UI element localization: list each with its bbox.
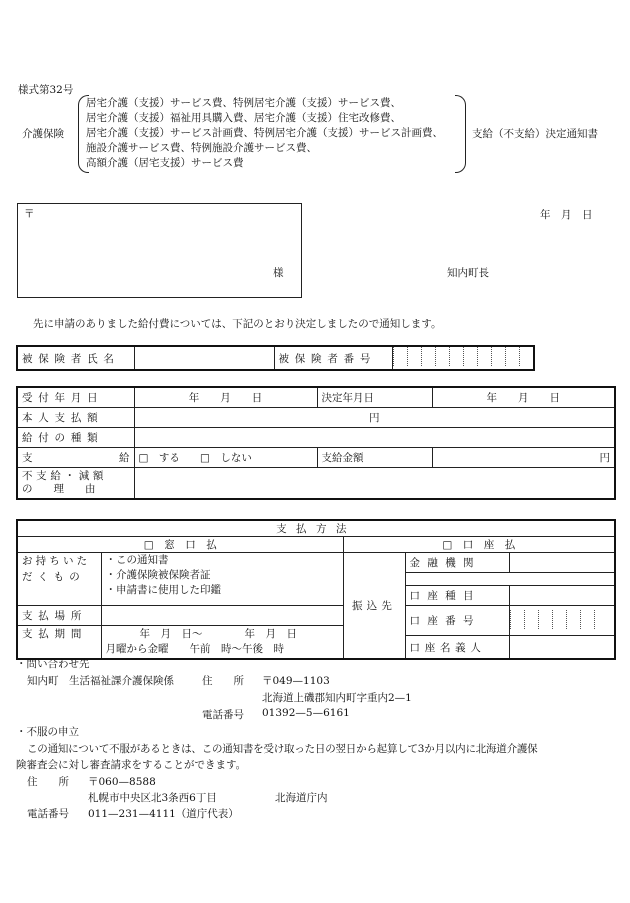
payment-label-left: 支 [22, 452, 33, 464]
yen-unit: 円 [369, 412, 380, 424]
self-pay-field[interactable] [134, 408, 615, 428]
notice-title: 支給（不支給）決定通知書 [472, 128, 598, 140]
payment-options [134, 448, 317, 468]
bring-item: ・この通知書 [105, 554, 169, 566]
transfer-label: 振込先 [343, 553, 405, 660]
bank-spacer [405, 573, 615, 586]
insured-name-label: 被保険者氏名 [17, 346, 134, 370]
account-payment-option[interactable]: □ 口 座 払 [343, 537, 615, 553]
inquiry-address: 北海道上磯郡知内町字重内2—1 [262, 692, 412, 704]
bring-item: ・介護保険被保険者証 [105, 569, 211, 581]
account-type-field[interactable] [509, 586, 615, 606]
insured-number-field[interactable] [392, 346, 534, 370]
appeal-postal: 〒060—8588 [88, 776, 156, 788]
decided-date-field[interactable]: 年 月 日 [432, 387, 615, 408]
insured-name-field[interactable] [134, 346, 274, 370]
payment-no-checkbox[interactable]: □ しない [199, 452, 252, 464]
inquiry-phone: 01392—5—6161 [262, 707, 350, 719]
appeal-office: 北海道庁内 [275, 792, 328, 804]
period-label: 支払期間 [17, 626, 101, 660]
issue-date: 年 月 日 [540, 209, 593, 221]
reason-field[interactable] [134, 468, 615, 500]
reason-label-line1: 不支給・減額 [22, 470, 108, 482]
received-date-field[interactable]: 年 月 日 [134, 387, 317, 408]
window-payment-option[interactable]: □ 窓 口 払 [17, 537, 343, 553]
postal-mark: 〒 [24, 208, 35, 220]
place-label: 支払場所 [17, 606, 101, 626]
service-list [86, 96, 443, 171]
yen-unit: 円 [599, 452, 610, 464]
bring-label-line2: だくもの [22, 571, 85, 583]
bank-label: 金融機関 [405, 553, 509, 573]
payment-amount-label: 支給金額 [317, 448, 432, 468]
insured-table [16, 345, 535, 371]
appeal-phone-label: 電話番号 [27, 808, 69, 820]
period-field[interactable] [101, 626, 343, 660]
service-line: 施設介護サービス費、特例施設介護サービス費、 [86, 142, 317, 154]
payment-label-right: 給 [119, 452, 130, 464]
inquiry-office: 知内町 生活福祉課介護保険係 [27, 675, 174, 687]
inquiry-address-label: 住 所 [202, 675, 244, 687]
service-line: 居宅介護（支援）サービス費、特例居宅介護（支援）サービス費、 [86, 97, 401, 109]
account-name-label: 口座名義人 [405, 636, 509, 660]
service-line: 居宅介護（支援）福祉用具購入費、居宅介護（支援）住宅改修費、 [86, 112, 401, 124]
right-brace [455, 95, 466, 173]
appeal-heading: ・不服の申立 [16, 726, 79, 738]
issuer: 知内町長 [447, 267, 489, 279]
bring-item: ・申請書に使用した印鑑 [105, 584, 221, 596]
payment-method-table [16, 519, 616, 660]
reason-label [17, 468, 134, 500]
appeal-text-line2: 険審査会に対し審査請求をすることができます。 [16, 759, 247, 771]
decision-table [16, 386, 616, 500]
form-number: 様式第32号 [18, 84, 74, 96]
service-line: 居宅介護（支援）サービス計画費、特例居宅介護（支援）サービス計画費、 [86, 127, 443, 139]
insured-number-label: 被保険者番号 [274, 346, 392, 370]
appeal-phone: 011—231—4111（道庁代表） [88, 808, 239, 820]
benefit-type-label: 給付の種類 [17, 428, 134, 448]
period-hours: 月曜から金曜 午前 時〜午後 時 [105, 643, 284, 655]
service-line: 高額介護（居宅支援）サービス費 [86, 157, 244, 169]
inquiry-postal: 〒049—1103 [262, 675, 330, 687]
reason-label-line2: の 理 由 [22, 483, 96, 495]
payment-method-title: 支払方法 [17, 520, 615, 537]
bank-field[interactable] [509, 553, 615, 573]
recipient-address-box[interactable] [17, 203, 302, 298]
appeal-text-line1: この通知について不服があるときは、この通知書を受け取った日の翌日から起算して3か月以内に北海道介護保 [27, 743, 538, 755]
inquiry-heading: ・問い合わせ先 [16, 658, 90, 670]
period-dates: 年 月 日〜 年 月 日 [139, 628, 297, 640]
self-pay-label: 本人支払額 [17, 408, 134, 428]
payment-amount-field[interactable] [432, 448, 615, 468]
honorific: 様 [273, 267, 284, 279]
payment-label [17, 448, 134, 468]
received-date-label: 受付年月日 [17, 387, 134, 408]
bring-label [17, 553, 101, 606]
account-name-field[interactable] [509, 636, 615, 660]
appeal-address-label: 住 所 [27, 776, 69, 788]
place-field[interactable] [101, 606, 343, 626]
decided-date-label: 決定年月日 [317, 387, 432, 408]
account-type-label: 口座種目 [405, 586, 509, 606]
bring-items [101, 553, 343, 606]
account-number-label: 口座番号 [405, 606, 509, 636]
intro-text: 先に申請のありました給付費については、下記のとおり決定しましたので通知します。 [33, 318, 442, 330]
appeal-address: 札幌市中央区北3条西6丁目 [88, 792, 217, 804]
bring-label-line1: お持ちいた [22, 555, 91, 567]
inquiry-phone-label: 電話番号 [202, 709, 244, 721]
payment-yes-checkbox[interactable]: □ する [138, 452, 180, 464]
benefit-type-field[interactable] [134, 428, 615, 448]
insurance-label: 介護保険 [22, 128, 64, 140]
account-number-field[interactable] [509, 606, 615, 636]
